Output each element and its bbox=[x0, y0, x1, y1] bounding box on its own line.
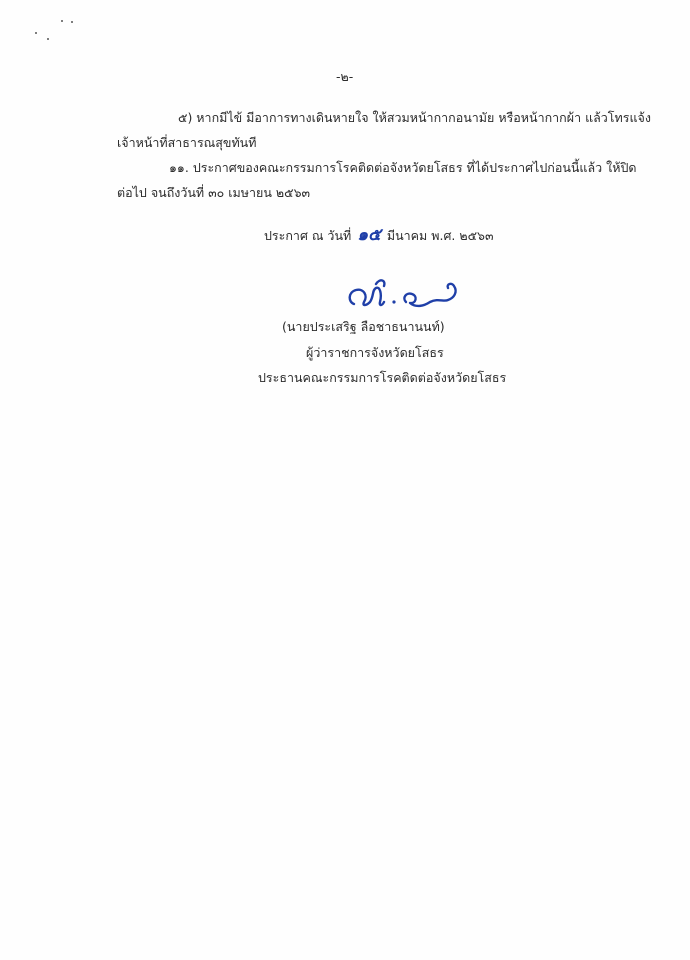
item11-line1: ๑๑. ประกาศของคณะกรรมการโรคติดต่อจังหวัดยโสธร ที่ได้ประกาศไปก่อนนี้แล้ว ให้ปิด bbox=[169, 160, 637, 175]
signer-role: ประธานคณะกรรมการโรคติดต่อจังหวัดยโสธร bbox=[258, 370, 507, 385]
handwritten-signature bbox=[340, 272, 470, 318]
date-prefix: ประกาศ ณ วันที่ bbox=[264, 228, 352, 243]
item5-line1: ๕) หากมีไข้ มีอาการทางเดินหายใจ ให้สวมหน้ากากอนามัย หรือหน้ากากผ้า แล้วโทรแจ้ง bbox=[178, 110, 651, 125]
scan-speck bbox=[47, 38, 49, 40]
signer-name: (นายประเสริฐ ลือชาธนานนท์) bbox=[282, 319, 445, 334]
signer-title: ผู้ว่าราชการจังหวัดยโสธร bbox=[306, 345, 444, 360]
item5-line2: เจ้าหน้าที่สาธารณสุขทันที bbox=[117, 135, 257, 150]
page-number: -๒- bbox=[336, 69, 354, 84]
scan-speck bbox=[71, 21, 73, 23]
scan-speck bbox=[35, 32, 37, 34]
date-suffix: มีนาคม พ.ศ. ๒๕๖๓ bbox=[386, 228, 494, 243]
item11-line2: ต่อไป จนถึงวันที่ ๓๐ เมษายน ๒๕๖๓ bbox=[117, 185, 311, 200]
handwritten-day: ๑๕ bbox=[357, 225, 381, 245]
scan-speck bbox=[61, 20, 63, 22]
announcement-date bbox=[264, 227, 494, 244]
